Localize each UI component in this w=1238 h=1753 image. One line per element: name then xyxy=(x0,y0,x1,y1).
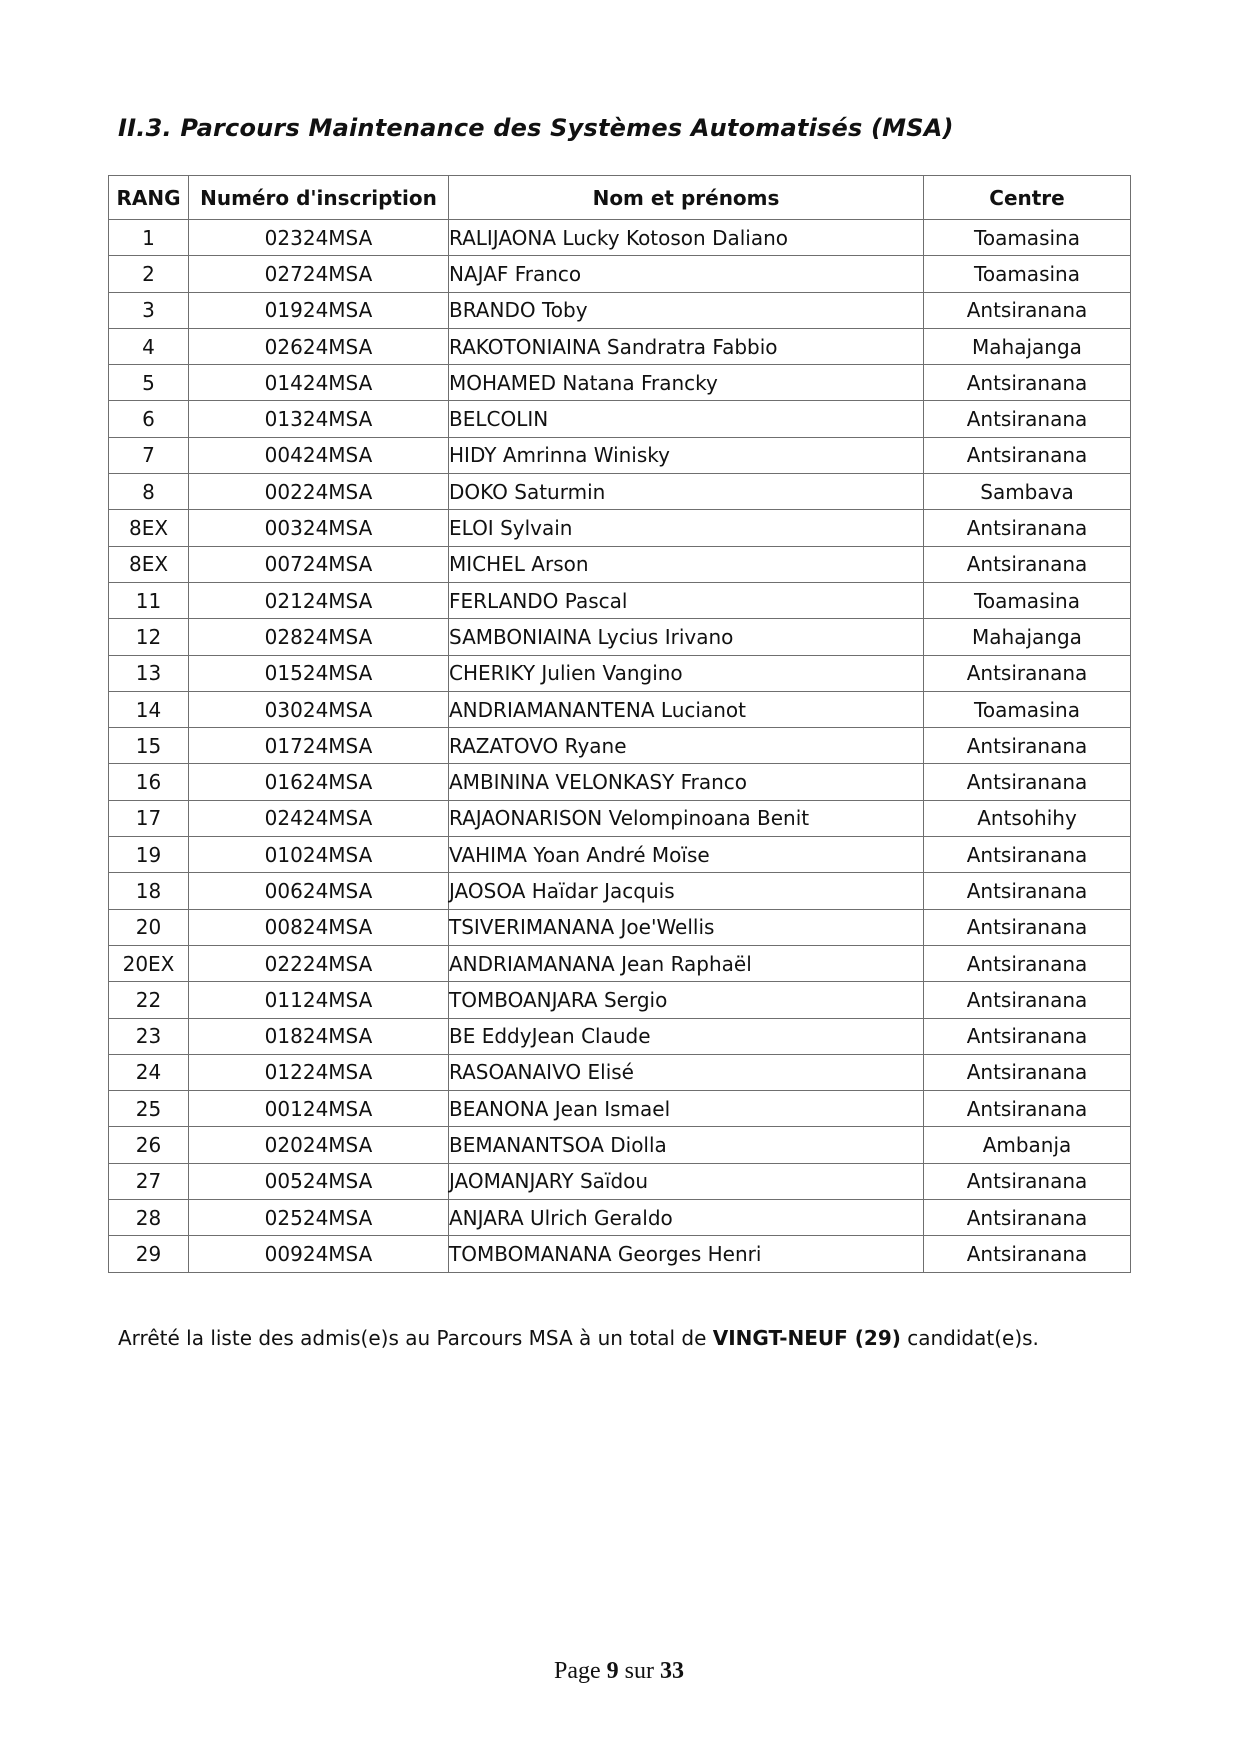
table-row xyxy=(109,1200,1131,1236)
cell-nom-prenoms: BEMANANTSOA Diolla xyxy=(449,1127,924,1163)
table-row xyxy=(109,1054,1131,1090)
cell-nom-prenoms: BE EddyJean Claude xyxy=(449,1018,924,1054)
cell-rang: 20EX xyxy=(109,945,189,981)
summary-count: VINGT-NEUF (29) xyxy=(712,1326,901,1350)
cell-nom-prenoms: BRANDO Toby xyxy=(449,292,924,328)
cell-nom-prenoms: HIDY Amrinna Winisky xyxy=(449,437,924,473)
cell-centre: Antsiranana xyxy=(924,1236,1131,1272)
table-row xyxy=(109,510,1131,546)
cell-nom-prenoms: MOHAMED Natana Francky xyxy=(449,365,924,401)
summary-statement xyxy=(118,1326,1039,1350)
current-page-number: 9 xyxy=(606,1658,619,1684)
cell-centre: Mahajanga xyxy=(924,619,1131,655)
table-row xyxy=(109,546,1131,582)
table-header xyxy=(109,176,1131,220)
cell-nom-prenoms: RALIJAONA Lucky Kotoson Daliano xyxy=(449,220,924,256)
cell-rang: 8 xyxy=(109,474,189,510)
cell-centre: Antsiranana xyxy=(924,1054,1131,1090)
table-row xyxy=(109,1163,1131,1199)
cell-rang: 20 xyxy=(109,909,189,945)
cell-nom-prenoms: TOMBOMANANA Georges Henri xyxy=(449,1236,924,1272)
cell-centre: Antsiranana xyxy=(924,437,1131,473)
cell-centre: Antsohihy xyxy=(924,800,1131,836)
table-row xyxy=(109,800,1131,836)
cell-rang: 17 xyxy=(109,800,189,836)
cell-centre: Antsiranana xyxy=(924,1091,1131,1127)
header-nom-prenoms: Nom et prénoms xyxy=(449,176,924,220)
cell-centre: Antsiranana xyxy=(924,401,1131,437)
table-row xyxy=(109,328,1131,364)
cell-centre: Antsiranana xyxy=(924,546,1131,582)
cell-rang: 29 xyxy=(109,1236,189,1272)
cell-nom-prenoms: AMBININA VELONKASY Franco xyxy=(449,764,924,800)
cell-nom-prenoms: FERLANDO Pascal xyxy=(449,582,924,618)
table-row xyxy=(109,220,1131,256)
table-row xyxy=(109,945,1131,981)
cell-centre: Mahajanga xyxy=(924,328,1131,364)
cell-rang: 11 xyxy=(109,582,189,618)
cell-nom-prenoms: BEANONA Jean Ismael xyxy=(449,1091,924,1127)
table-row xyxy=(109,837,1131,873)
cell-numero-inscription: 02224MSA xyxy=(189,945,449,981)
cell-numero-inscription: 01624MSA xyxy=(189,764,449,800)
cell-numero-inscription: 00724MSA xyxy=(189,546,449,582)
cell-rang: 12 xyxy=(109,619,189,655)
cell-rang: 5 xyxy=(109,365,189,401)
cell-centre: Toamasina xyxy=(924,220,1131,256)
cell-rang: 4 xyxy=(109,328,189,364)
cell-rang: 28 xyxy=(109,1200,189,1236)
cell-centre: Antsiranana xyxy=(924,1163,1131,1199)
cell-nom-prenoms: MICHEL Arson xyxy=(449,546,924,582)
cell-centre: Antsiranana xyxy=(924,728,1131,764)
cell-numero-inscription: 02324MSA xyxy=(189,220,449,256)
table-row xyxy=(109,582,1131,618)
cell-rang: 14 xyxy=(109,691,189,727)
cell-rang: 27 xyxy=(109,1163,189,1199)
cell-rang: 19 xyxy=(109,837,189,873)
cell-numero-inscription: 01524MSA xyxy=(189,655,449,691)
cell-rang: 25 xyxy=(109,1091,189,1127)
cell-numero-inscription: 00124MSA xyxy=(189,1091,449,1127)
cell-numero-inscription: 01224MSA xyxy=(189,1054,449,1090)
cell-nom-prenoms: JAOMANJARY Saïdou xyxy=(449,1163,924,1199)
cell-rang: 24 xyxy=(109,1054,189,1090)
cell-numero-inscription: 02524MSA xyxy=(189,1200,449,1236)
table-row xyxy=(109,365,1131,401)
cell-rang: 1 xyxy=(109,220,189,256)
cell-centre: Antsiranana xyxy=(924,655,1131,691)
cell-nom-prenoms: NAJAF Franco xyxy=(449,256,924,292)
table-body xyxy=(109,220,1131,1273)
cell-nom-prenoms: SAMBONIAINA Lycius Irivano xyxy=(449,619,924,655)
cell-numero-inscription: 01824MSA xyxy=(189,1018,449,1054)
footer-page-word: Page xyxy=(554,1658,607,1684)
cell-numero-inscription: 00824MSA xyxy=(189,909,449,945)
cell-rang: 13 xyxy=(109,655,189,691)
cell-numero-inscription: 00524MSA xyxy=(189,1163,449,1199)
table-row xyxy=(109,1236,1131,1272)
cell-nom-prenoms: ANDRIAMANANA Jean Raphaël xyxy=(449,945,924,981)
cell-centre: Antsiranana xyxy=(924,837,1131,873)
cell-nom-prenoms: RASOANAIVO Elisé xyxy=(449,1054,924,1090)
table-row xyxy=(109,1018,1131,1054)
cell-numero-inscription: 02824MSA xyxy=(189,619,449,655)
cell-rang: 15 xyxy=(109,728,189,764)
cell-numero-inscription: 03024MSA xyxy=(189,691,449,727)
cell-nom-prenoms: JAOSOA Haïdar Jacquis xyxy=(449,873,924,909)
header-rang: RANG xyxy=(109,176,189,220)
cell-centre: Toamasina xyxy=(924,256,1131,292)
table-row xyxy=(109,292,1131,328)
cell-centre: Antsiranana xyxy=(924,982,1131,1018)
summary-suffix: candidat(e)s. xyxy=(900,1326,1039,1350)
cell-nom-prenoms: VAHIMA Yoan André Moïse xyxy=(449,837,924,873)
cell-numero-inscription: 01124MSA xyxy=(189,982,449,1018)
table-row xyxy=(109,691,1131,727)
table-row xyxy=(109,982,1131,1018)
cell-rang: 18 xyxy=(109,873,189,909)
cell-rang: 2 xyxy=(109,256,189,292)
cell-rang: 26 xyxy=(109,1127,189,1163)
cell-nom-prenoms: CHERIKY Julien Vangino xyxy=(449,655,924,691)
cell-centre: Sambava xyxy=(924,474,1131,510)
cell-nom-prenoms: ELOI Sylvain xyxy=(449,510,924,546)
table-row xyxy=(109,474,1131,510)
cell-numero-inscription: 01724MSA xyxy=(189,728,449,764)
cell-nom-prenoms: TSIVERIMANANA Joe'Wellis xyxy=(449,909,924,945)
cell-centre: Antsiranana xyxy=(924,909,1131,945)
section-title: II.3. Parcours Maintenance des Systèmes Automatisés (MSA) xyxy=(118,114,954,142)
cell-centre: Ambanja xyxy=(924,1127,1131,1163)
cell-centre: Antsiranana xyxy=(924,1018,1131,1054)
summary-prefix: Arrêté la liste des admis(e)s au Parcours MSA à un total de xyxy=(118,1326,713,1350)
cell-rang: 23 xyxy=(109,1018,189,1054)
table-row xyxy=(109,401,1131,437)
cell-numero-inscription: 00324MSA xyxy=(189,510,449,546)
cell-numero-inscription: 02624MSA xyxy=(189,328,449,364)
page-footer xyxy=(0,1658,1238,1685)
cell-numero-inscription: 01924MSA xyxy=(189,292,449,328)
cell-rang: 8EX xyxy=(109,510,189,546)
cell-nom-prenoms: ANDRIAMANANTENA Lucianot xyxy=(449,691,924,727)
cell-nom-prenoms: BELCOLIN xyxy=(449,401,924,437)
cell-nom-prenoms: RAJAONARISON Velompinoana Benit xyxy=(449,800,924,836)
table-row xyxy=(109,256,1131,292)
cell-numero-inscription: 00924MSA xyxy=(189,1236,449,1272)
cell-numero-inscription: 00624MSA xyxy=(189,873,449,909)
cell-rang: 16 xyxy=(109,764,189,800)
cell-numero-inscription: 00224MSA xyxy=(189,474,449,510)
cell-centre: Antsiranana xyxy=(924,510,1131,546)
table-row xyxy=(109,764,1131,800)
cell-rang: 22 xyxy=(109,982,189,1018)
total-pages-number: 33 xyxy=(660,1658,684,1684)
cell-nom-prenoms: RAKOTONIAINA Sandratra Fabbio xyxy=(449,328,924,364)
cell-nom-prenoms: RAZATOVO Ryane xyxy=(449,728,924,764)
cell-nom-prenoms: ANJARA Ulrich Geraldo xyxy=(449,1200,924,1236)
table-row xyxy=(109,873,1131,909)
cell-centre: Antsiranana xyxy=(924,292,1131,328)
cell-numero-inscription: 02424MSA xyxy=(189,800,449,836)
table-row xyxy=(109,728,1131,764)
cell-nom-prenoms: DOKO Saturmin xyxy=(449,474,924,510)
header-numero-inscription: Numéro d'inscription xyxy=(189,176,449,220)
table-row xyxy=(109,909,1131,945)
cell-numero-inscription: 01424MSA xyxy=(189,365,449,401)
cell-centre: Antsiranana xyxy=(924,764,1131,800)
cell-centre: Antsiranana xyxy=(924,365,1131,401)
cell-numero-inscription: 02024MSA xyxy=(189,1127,449,1163)
table-row xyxy=(109,1127,1131,1163)
cell-rang: 8EX xyxy=(109,546,189,582)
cell-rang: 3 xyxy=(109,292,189,328)
footer-of-word: sur xyxy=(618,1658,660,1684)
table-row xyxy=(109,619,1131,655)
cell-centre: Antsiranana xyxy=(924,873,1131,909)
header-row xyxy=(109,176,1131,220)
cell-numero-inscription: 01024MSA xyxy=(189,837,449,873)
cell-numero-inscription: 00424MSA xyxy=(189,437,449,473)
table-row xyxy=(109,1091,1131,1127)
cell-rang: 6 xyxy=(109,401,189,437)
header-centre: Centre xyxy=(924,176,1131,220)
cell-numero-inscription: 01324MSA xyxy=(189,401,449,437)
cell-centre: Toamasina xyxy=(924,582,1131,618)
cell-numero-inscription: 02124MSA xyxy=(189,582,449,618)
cell-centre: Antsiranana xyxy=(924,1200,1131,1236)
table-row xyxy=(109,437,1131,473)
cell-nom-prenoms: TOMBOANJARA Sergio xyxy=(449,982,924,1018)
cell-centre: Antsiranana xyxy=(924,945,1131,981)
admitted-candidates-table xyxy=(108,175,1131,1273)
table-row xyxy=(109,655,1131,691)
cell-centre: Toamasina xyxy=(924,691,1131,727)
cell-rang: 7 xyxy=(109,437,189,473)
cell-numero-inscription: 02724MSA xyxy=(189,256,449,292)
